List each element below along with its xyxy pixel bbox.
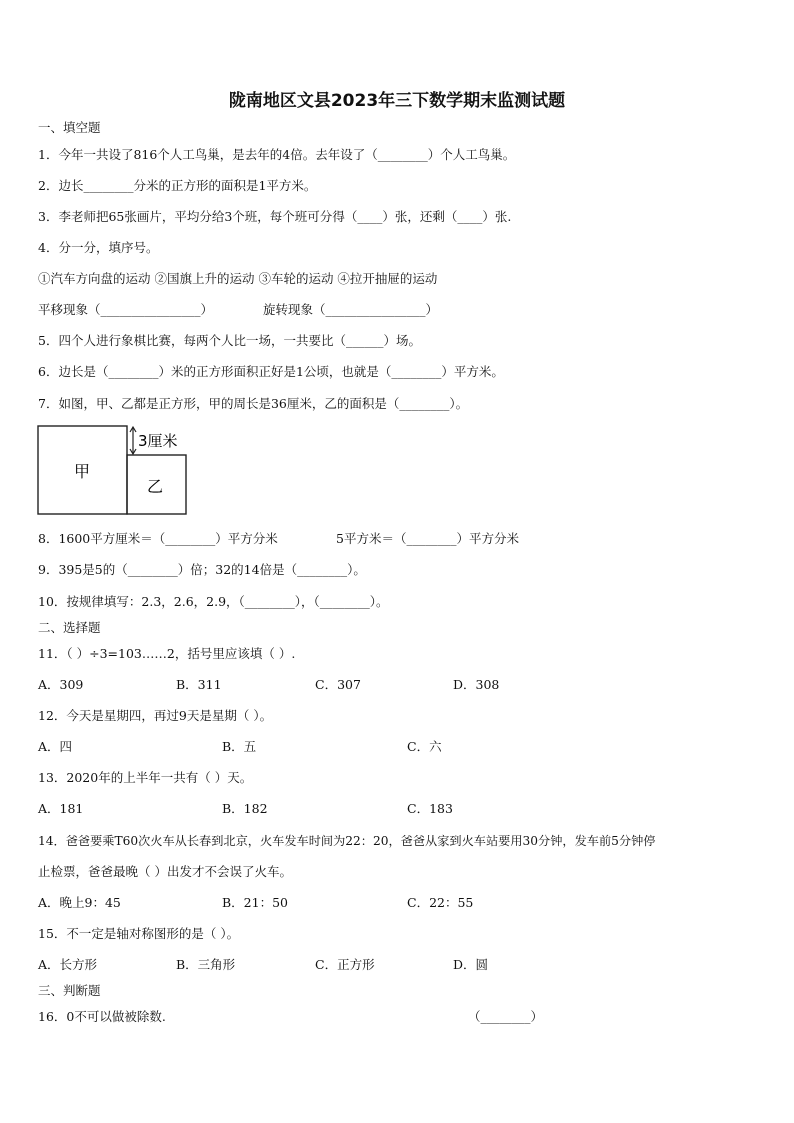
q12-option-c: C．六 xyxy=(407,739,442,754)
question-3: 3．李老师把65张画片，平均分给3个班，每个班可分得（____）张，还剩（____）张. xyxy=(38,209,512,224)
question-13: 13．2020年的上半年一共有（ ）天。 xyxy=(38,770,253,785)
question-8a: 8．1600平方厘米＝（________）平方分米 xyxy=(38,531,278,546)
q13-option-a: A．181 xyxy=(38,801,84,816)
dimension-label: 3厘米 xyxy=(138,432,178,450)
q15-option-b: B．三角形 xyxy=(176,957,236,972)
question-4: 4．分一分，填序号。 xyxy=(38,240,159,255)
question-2: 2．边长________分米的正方形的面积是1平方米。 xyxy=(38,178,317,193)
question-10: 10．按规律填写：2.3，2.6，2.9，（________），（________）。 xyxy=(38,594,389,609)
q15-option-c: C．正方形 xyxy=(315,957,375,972)
question-7: 7．如图，甲、乙都是正方形，甲的周长是36厘米，乙的面积是（________）。 xyxy=(38,396,469,411)
section-multiple-choice: 二、选择题 xyxy=(38,620,101,635)
question-14-line-1: 14．爸爸要乘T60次火车从长春到北京，火车发车时间为22：20，爸爸从家到火车站要用30分钟，发车前5分钟停 xyxy=(38,834,656,848)
question-9: 9．395是5的（________）倍；32的14倍是（________）。 xyxy=(38,562,366,577)
question-15: 15．不一定是轴对称图形的是（ ）。 xyxy=(38,926,240,941)
q12-option-b: B．五 xyxy=(222,739,257,754)
section-true-false: 三、判断题 xyxy=(38,983,101,998)
label-jia: 甲 xyxy=(74,462,91,481)
question-8b: 5平方米＝（________）平方分米 xyxy=(336,531,519,546)
q14-option-a: A．晚上9：45 xyxy=(38,895,121,910)
q14-option-b: B．21：50 xyxy=(222,895,288,910)
question-5: 5．四个人进行象棋比赛，每两个人比一场，一共要比（______）场。 xyxy=(38,333,421,348)
q13-option-b: B．182 xyxy=(222,801,268,816)
q15-option-d: D．圆 xyxy=(453,957,489,972)
q11-option-b: B．311 xyxy=(176,677,222,692)
label-yi: 乙 xyxy=(147,477,164,496)
question-14-line-2: 止检票，爸爸最晚（ ）出发才不会误了火车。 xyxy=(38,864,292,879)
page-title: 陇南地区文县2023年三下数学期末监测试题 xyxy=(228,91,566,111)
question-4-translation-blank: 平移现象（________________） xyxy=(38,302,214,317)
question-4-rotation-blank: 旋转现象（________________） xyxy=(263,302,439,317)
q15-option-a: A．长方形 xyxy=(38,957,98,972)
question-1: 1．今年一共设了816个人工鸟巢，是去年的4倍。去年设了（________）个人工鸟巢。 xyxy=(38,147,516,162)
q11-option-c: C．307 xyxy=(315,677,361,692)
question-12: 12．今天是星期四，再过9天是星期（ ）。 xyxy=(38,708,273,723)
q13-option-c: C．183 xyxy=(407,801,453,816)
question-6: 6．边长是（________）米的正方形面积正好是1公顷，也就是（________）平方米。 xyxy=(38,364,504,379)
question-16-blank: （________） xyxy=(468,1009,544,1024)
question-4-items: ①汽车方向盘的运动 ②国旗上升的运动 ③车轮的运动 ④拉开抽屉的运动 xyxy=(38,271,438,286)
q14-option-c: C．22：55 xyxy=(407,895,474,910)
question-16: 16．0不可以做被除数. xyxy=(38,1009,166,1024)
q11-option-a: A．309 xyxy=(38,677,84,692)
square-figure xyxy=(36,422,196,516)
q11-option-d: D．308 xyxy=(453,677,500,692)
q12-option-a: A．四 xyxy=(38,739,73,754)
section-fill-in: 一、填空题 xyxy=(38,120,101,135)
question-11: 11．（ ）÷3=103……2，括号里应该填（ ）. xyxy=(38,646,296,661)
